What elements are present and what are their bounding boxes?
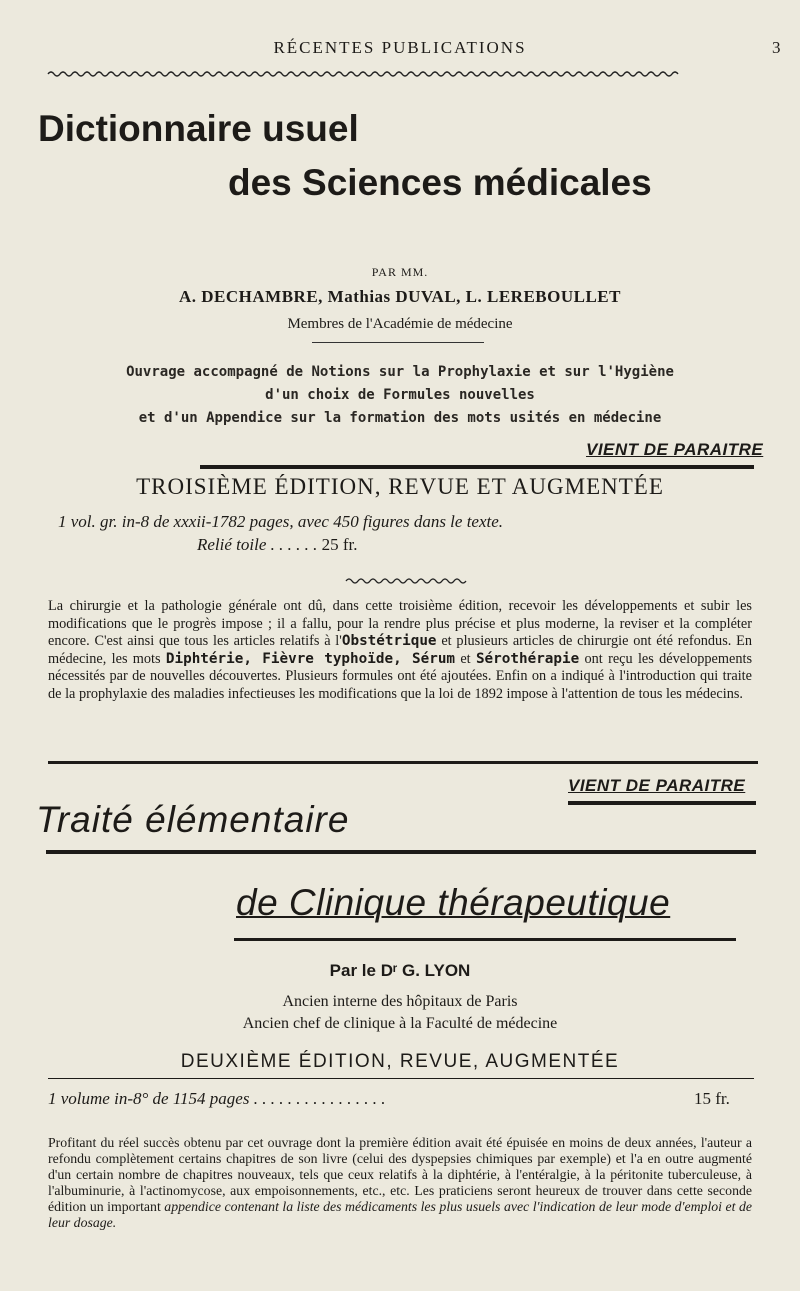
wavy-ornament-top	[0, 69, 800, 79]
book2-format: 1 volume in-8° de 1154 pages . . . . . . . . . . . . . . . .	[48, 1089, 386, 1108]
divider	[234, 938, 736, 941]
book1-status: VIENT DE PARAITRE	[586, 440, 764, 459]
divider	[46, 850, 756, 854]
divider	[200, 465, 754, 469]
book1-body: La chirurgie et la pathologie générale ont dû, dans cette troisième édition, recevoir les développements et subir les modifications que le progrès impose ; il a fallu, pour la rendre plus précise et plus moderne, la reviser et la compléter encore. C'est ainsi que tous les articles relatifs à l'Obstétrique et plusieurs articles de chirurgie ont été refondus. En médecine, les mots Diphtérie, Fièvre typhoïde, Sérum et Sérothérapie ont reçu les développements nécessités par de nouvelles découvertes. Plusieurs formules ont été ajoutées. Enfin on a indiqué à l'introduction qui traite de la prophylaxie des maladies infectieuses les modifications que la loi de 1892 impose à l'attention de tous les médecins.	[48, 598, 753, 702]
book1-format: 1 vol. gr. in-8 de xxxii-1782 pages, avec 450 figures dans le texte.	[58, 512, 504, 531]
book1-title-line1: Dictionnaire usuel	[38, 108, 359, 149]
book1-description-line: Ouvrage accompagné de Notions sur la Prophylaxie et sur l'Hygiène	[126, 364, 674, 380]
book1-affiliation: Membres de l'Académie de médecine	[287, 316, 513, 332]
section-divider	[48, 761, 758, 764]
book1-price: 25 fr.	[321, 535, 358, 554]
book1-description-line: et d'un Appendice sur la formation des mots usités en médecine	[138, 410, 662, 426]
running-head: RÉCENTES PUBLICATIONS	[273, 38, 527, 57]
book1-price-line	[197, 535, 358, 555]
book2-author: Par le Dʳ G. LYON	[329, 961, 471, 980]
page-number: 3	[772, 38, 781, 57]
book1-by: PAR MM.	[371, 265, 429, 279]
book2-title-line1: Traité élémentaire	[36, 799, 350, 840]
divider	[48, 1078, 754, 1079]
book2-credential: Ancien chef de clinique à la Faculté de médecine	[242, 1015, 558, 1032]
book2-title-line2: de Clinique thérapeutique	[236, 882, 671, 923]
book1-description-line: d'un choix de Formules nouvelles	[265, 387, 535, 403]
divider	[568, 801, 756, 805]
book2-credential: Ancien interne des hôpitaux de Paris	[282, 993, 518, 1010]
book1-authors: A. DECHAMBRE, Mathias DUVAL, L. LEREBOULLET	[178, 287, 621, 306]
book2-body: Profitant du réel succès obtenu par cet ouvrage dont la première édition avait été épuisée en moins de deux années, l'auteur a refondu complètement certains chapitres de son livre (celui des dyspepsies chimiques par exemple) et l'a en outre augmenté d'un certain nombre de chapitres nouveaux, tels que ceux relatifs à la diphtérie, à l'entéralgie, à la péritonite tuberculeuse, à l'albuminurie, à l'actinomycose, aux empoisonnements, etc., etc. Les praticiens seront heureux de trouver dans cette seconde édition un important appendice contenant la liste des médicaments les plus usuels avec l'indication de leur mode d'emploi et de leur dosage.	[48, 1135, 753, 1230]
book1-edition: TROISIÈME ÉDITION, REVUE ET AUGMENTÉE	[136, 474, 664, 499]
book2-status: VIENT DE PARAITRE	[568, 776, 746, 795]
book1-title-line2: des Sciences médicales	[228, 162, 652, 203]
book1-binding: Relié toile . . . . . .	[197, 535, 318, 554]
divider	[312, 342, 484, 343]
wavy-ornament-small	[0, 576, 800, 586]
book2-edition: DEUXIÈME ÉDITION, REVUE, AUGMENTÉE	[180, 1051, 620, 1072]
book2-price: 15 fr.	[694, 1089, 730, 1108]
